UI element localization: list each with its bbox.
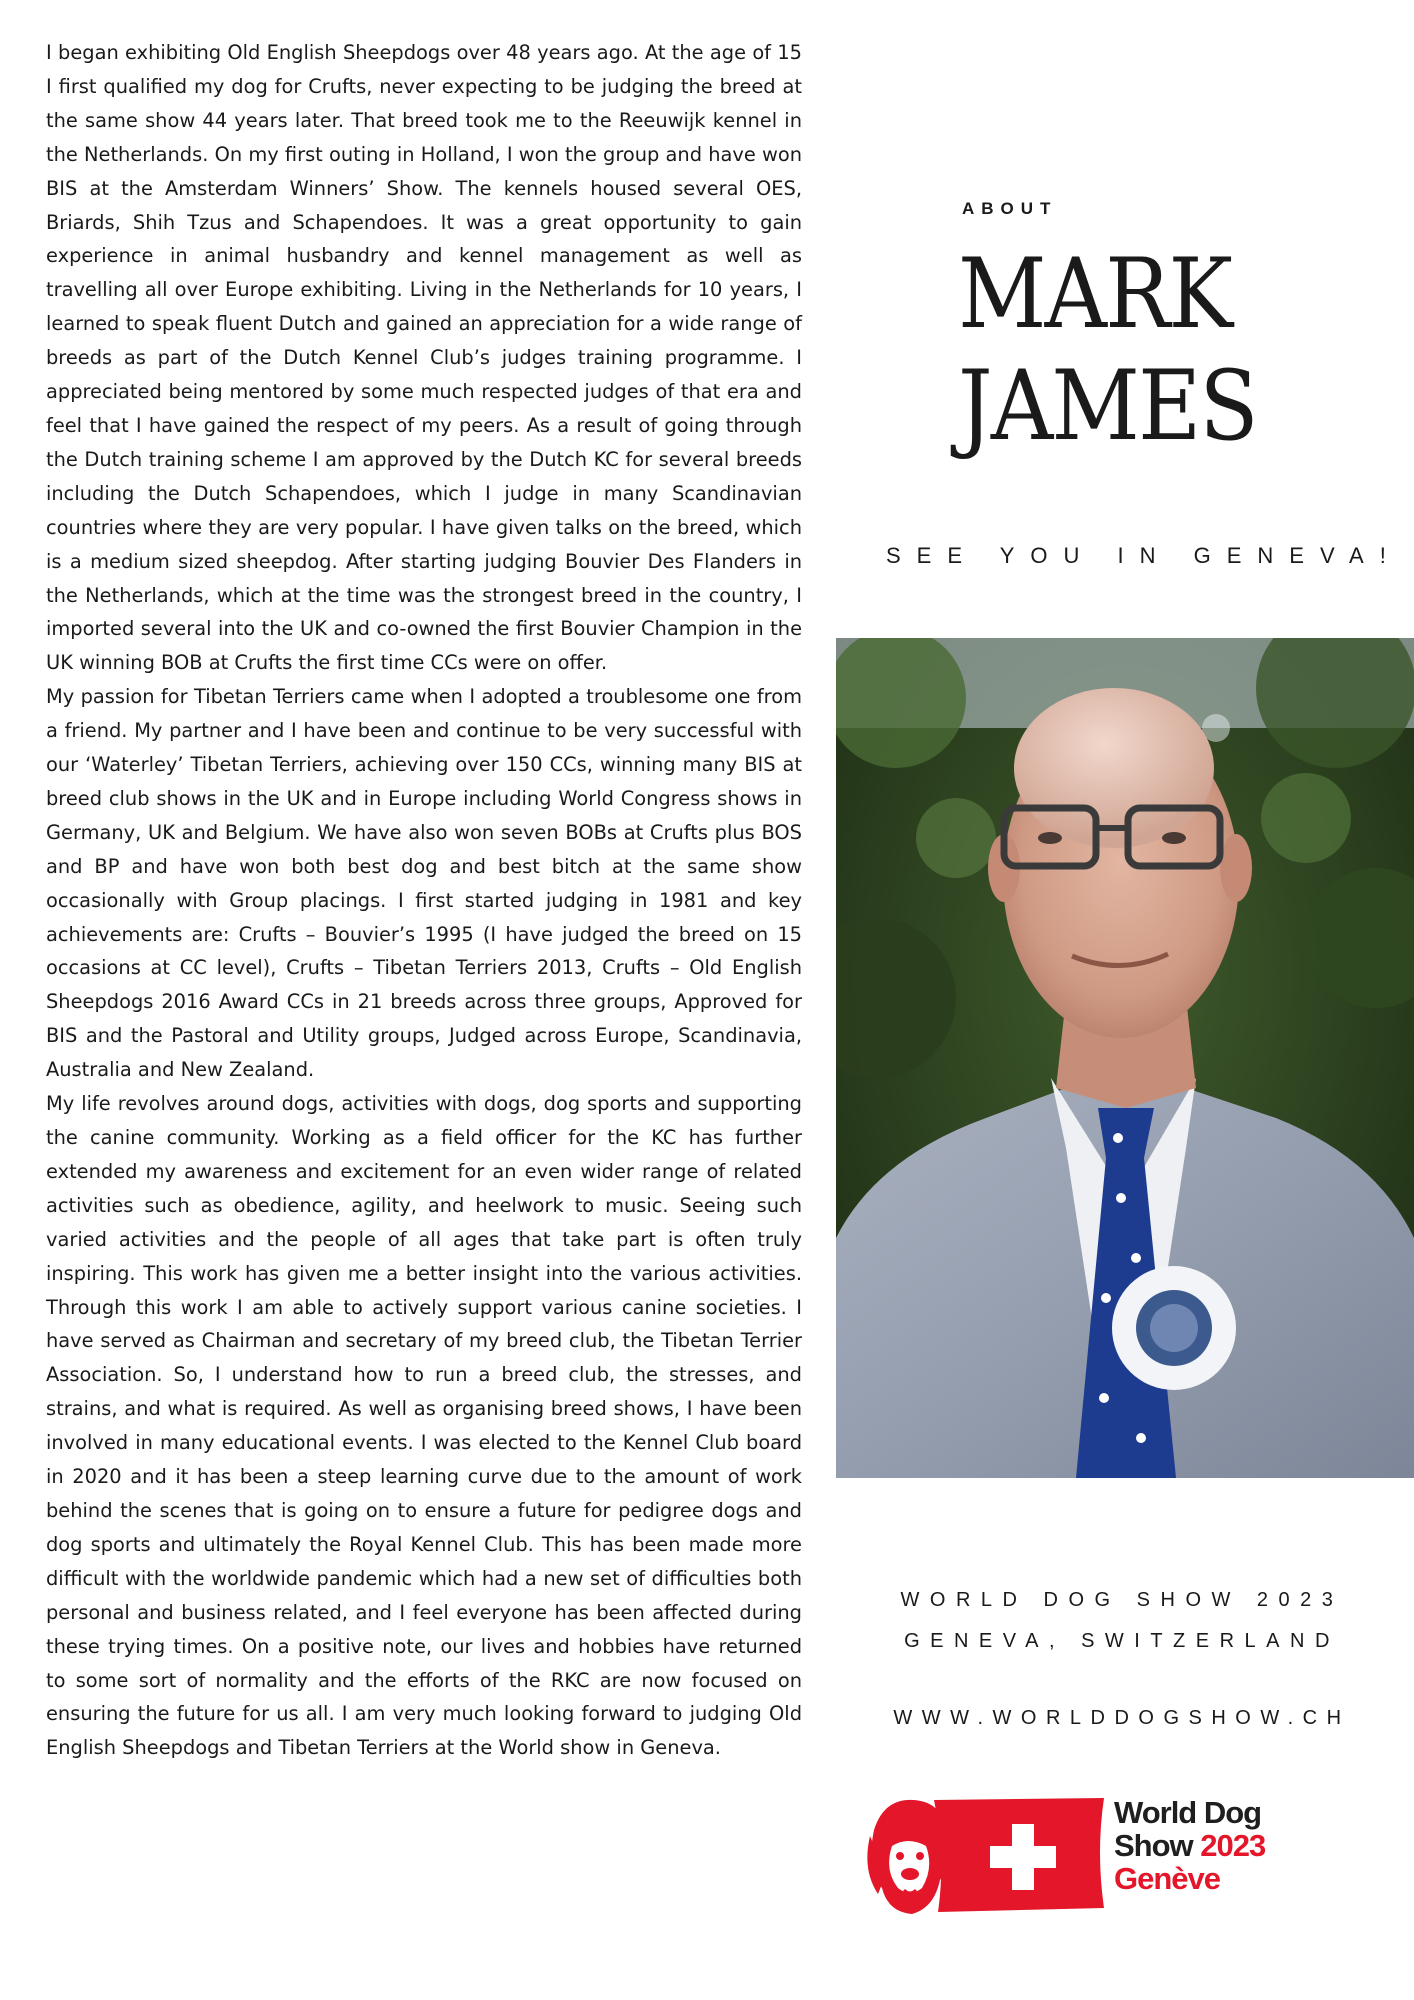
logo-year: 2023 bbox=[1200, 1828, 1266, 1863]
bio-paragraph-3: My life revolves around dogs, activities with dogs, dog sports and supporting the canine community. Working as a field officer for the KC has further extended my awareness and excitement for an even wider range of related activities such as obedience, agility, and heelwork to music. Seeing such varied activities and the people of all ages that take part is often truly inspiring. This work has given me a better insight into the various activities. Through this work I am able to actively support various canine societies. I have served as Chairman and secretary of my breed club, the Tibetan Terrier Association. So, I understand how to run a breed club, the stresses, and strains, and what is required. As well as organising breed shows, I have been involved in many educational events. I was elected to the Kennel Club board in 2020 and it has been a steep learning curve due to the amount of work behind the scenes that is going on to ensure a future for pedigree dogs and dog sports and ultimately the Royal Kennel Club. This has been made more difficult with the worldwide pandemic which had a new set of difficulties both personal and business related, and I feel everyone has been affected during these trying times. On a positive note, our lives and hobbies have returned to some sort of normality and the efforts of the RKC are now focused on ensuring the future for us all. I am very much looking forward to judging Old English Sheepdogs and Tibetan Terriers at the World show in Geneva. bbox=[46, 1092, 802, 1760]
judge-name bbox=[958, 238, 1336, 462]
tagline: SEE YOU IN GENEVA! bbox=[886, 543, 1402, 568]
dog-flag-icon bbox=[864, 1790, 1114, 1922]
logo-word-world-dog: World Dog bbox=[1114, 1795, 1262, 1830]
logo-wordmark bbox=[1114, 1796, 1265, 1895]
judge-portrait-photo bbox=[836, 638, 1414, 1478]
logo-word-show: Show bbox=[1114, 1828, 1193, 1863]
event-location: GENEVA, SWITZERLAND bbox=[904, 1630, 1340, 1652]
bio-paragraph-1: I began exhibiting Old English Sheepdogs over 48 years ago. At the age of 15 I first qualified my dog for Crufts, never expecting to be judging the breed at the same show 44 years later. That breed took me to the Reeuwijk kennel in the Netherlands. On my first outing in Holland, I won the group and have won BIS at the Amsterdam Winners’ Show. The kennels housed several OES, Briards, Shih Tzus and Schapendoes. It was a great opportunity to gain experience in animal husbandry and kennel management as well as travelling all over Europe exhibiting. Living in the Netherlands for 10 years, I learned to speak fluent Dutch and gained an appreciation for a wide range of breeds as part of the Dutch Kennel Club’s judges training programme. I appreciated being mentored by some much respected judges of that era and feel that I have gained the respect of my peers. As a result of going through the Dutch training scheme I am approved by the Dutch KC for several breeds including the Dutch Schapendoes, which I judge in many Scandinavian countries where they are very popular. I have given talks on the breed, which is a medium sized sheepdog. After starting judging Bouvier Des Flanders in the Netherlands, which at the time was the strongest breed in the country, I imported several into the UK and co-owned the first Bouvier Champion in the UK winning BOB at Crufts the first time CCs were on offer. bbox=[46, 41, 802, 675]
judge-first-name: MARK bbox=[958, 238, 1232, 350]
bio-paragraph-2: My passion for Tibetan Terriers came when I adopted a troublesome one from a friend. My partner and I have been and continue to be very successful with our ‘Waterley’ Tibetan Terriers, achieving over 150 CCs, winning many BIS at breed club shows in the UK and in Europe including World Congress shows in Germany, UK and Belgium. We have also won seven BOBs at Crufts plus BOS and BP and have won both best dog and best bitch at the same show occasionally with Group placings. I first started judging in 1981 and key achievements are: Crufts – Bouvier’s 1995 (I have judged the breed on 15 occasions at CC level), Crufts – Tibetan Terriers 2013, Crufts – Old English Sheepdogs 2016 Award CCs in 21 breeds across three groups, Approved for BIS and the Pastoral and Utility groups, Judged across Europe, Scandinavia, Australia and New Zealand. bbox=[46, 685, 802, 1082]
bio-text bbox=[46, 36, 802, 1765]
about-label: ABOUT bbox=[962, 199, 1058, 218]
event-name: WORLD DOG SHOW 2023 bbox=[900, 1589, 1344, 1611]
world-dog-show-logo bbox=[864, 1790, 1304, 1922]
event-website-link[interactable]: WWW.WORLDDOGSHOW.CH bbox=[893, 1707, 1351, 1729]
event-details bbox=[830, 1580, 1414, 1662]
judge-last-name: JAMES bbox=[958, 350, 1257, 462]
logo-city: Genève bbox=[1114, 1861, 1221, 1896]
